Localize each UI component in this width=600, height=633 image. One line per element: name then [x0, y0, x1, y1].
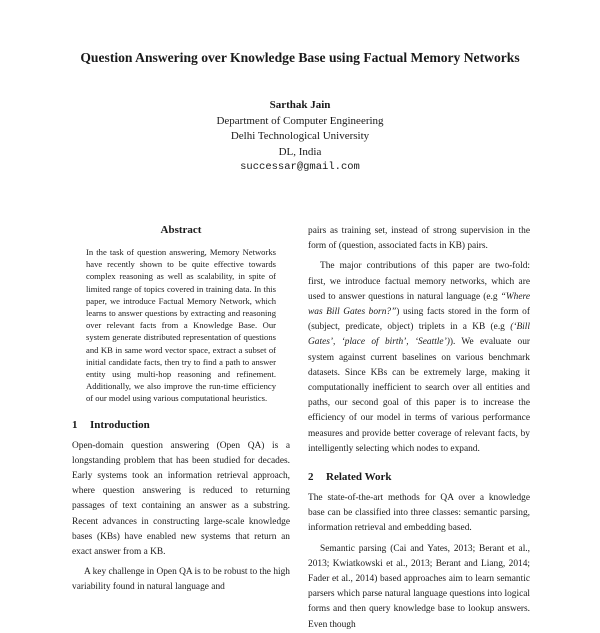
author-department: Department of Computer Engineering	[216, 114, 384, 127]
section-title: Related Work	[326, 471, 392, 484]
author-name: Sarthak Jain	[269, 99, 331, 111]
contributions-paragraph	[308, 259, 530, 457]
author-location: DL, India	[278, 145, 322, 158]
section-heading-related-work	[308, 471, 530, 483]
author-university: Delhi Technological University	[230, 130, 370, 142]
intro-paragraph-2: A key challenge in Open QA is to be robust to the high variability found in natural language and	[72, 567, 290, 593]
contributions-text-b: ) using facts stored in the form of (subject, predicate, object) triplets in a KB (e.g	[308, 307, 530, 333]
abstract-heading: Abstract	[160, 224, 202, 236]
left-column	[72, 224, 290, 596]
related-work-paragraph-1: The state-of-the-art methods for QA over a knowledge base can be classified into three classes: semantic parsing, information retrieval and embedding based.	[308, 493, 530, 534]
author-block	[100, 98, 500, 176]
contributions-text-a: The major contributions of this paper are two-fold: first, we introduce factual memory networks, which are used to answer questions in natural language (e.g	[308, 261, 530, 302]
section-heading-introduction	[72, 419, 290, 431]
example-question: “Where was Bill Gates born?”	[308, 291, 530, 318]
related-work-paragraph-2: Semantic parsing (Cai and Yates, 2013; Berant et al., 2013; Kwiatkowski et al., 2013; Berant and Liang, 2014; Fader et al., 2014) based approaches aim to learn semantic parsers which parse natural language questions into logical forms and then query knowledge base to lookup answers. Even though	[308, 543, 530, 630]
abstract-text: In the task of question answering, Memory Networks have recently shown to be quite effective towards complex reasoning as well as scalability, in spite of limited range of topics covered in training data. In this paper, we introduce Factual Memory Network, which learns to answer questions by extracting and reasoning over relevant facts from a Knowledge Base. Our system generate distributed representation of questions and KB in same word vector space, extract a subset of initial candidate facts, then try to find a path to answer entity using multi-hop reasoning and refinement. Additionally, we also improve the run-time efficiency of our model using various computational heuristics.	[86, 247, 276, 404]
right-column	[308, 224, 530, 633]
paper-title: Question Answering over Knowledge Base using Factual Memory Networks	[80, 50, 520, 65]
example-triplet: (‘Bill Gates’, ‘place of birth’, ‘Seattle’)	[308, 322, 530, 348]
continued-paragraph: pairs as training set, instead of strong supervision in the form of (question, associated facts in KB) pairs.	[308, 226, 530, 252]
contributions-text-c: ). We evaluate our system against current baselines on various benchmark datasets. Since KBs can be extremely large, making it computationally inefficient to search over all entities and paths, our second goal of this paper is to increase the efficiency of our model in terms of various performance measures and provide better coverage of relevant facts, by intelligently selecting which nodes to expand.	[308, 337, 530, 454]
intro-paragraph-1: Open-domain question answering (Open QA) is a longstanding problem that has been studied for decades. Early systems took an information retrieval approach, where question answering is reduced to returning passages of text containing an answer as a substring. Recent advances in constructing large-scale knowledge bases (KBs) have enabled new systems that return an exact answer from a KB.	[72, 440, 290, 558]
author-email: successar@gmail.com	[240, 161, 360, 173]
section-number: 1	[72, 418, 78, 431]
section-title: Introduction	[90, 418, 150, 431]
section-number: 2	[308, 471, 314, 484]
